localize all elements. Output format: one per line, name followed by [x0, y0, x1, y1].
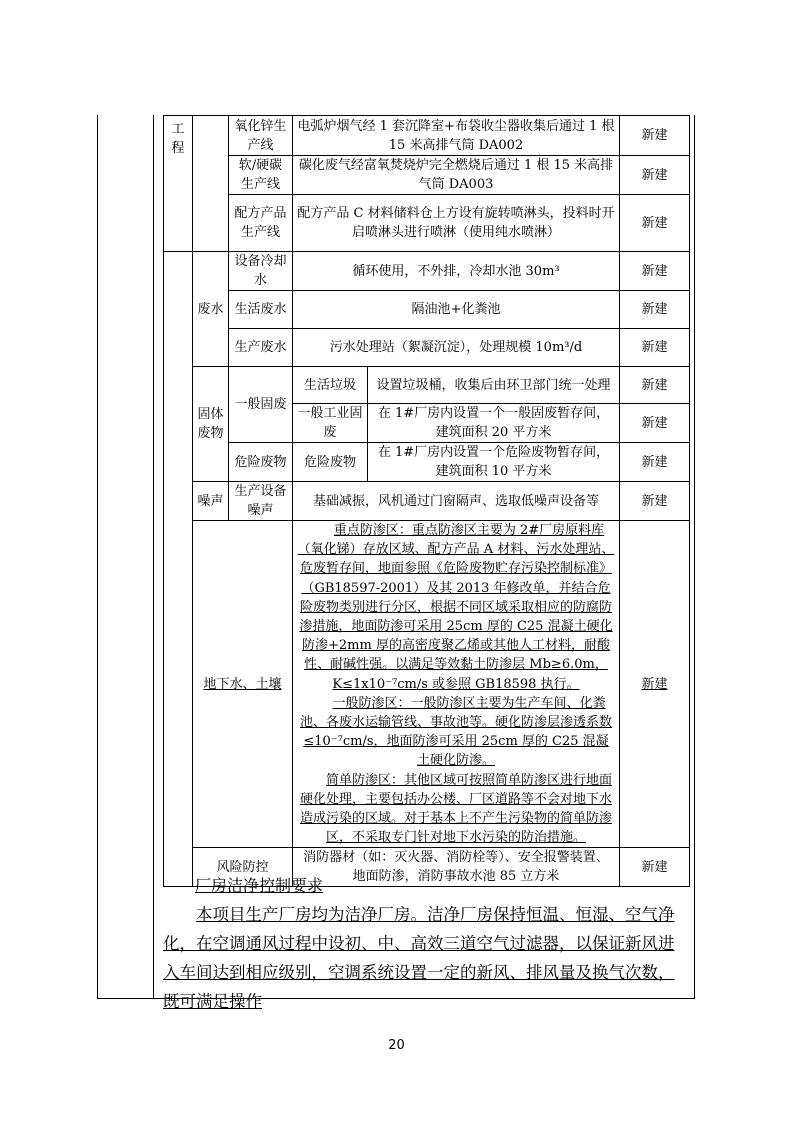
row-label: 危险废物 [229, 443, 293, 482]
section-heading: 厂房洁净控制要求 [195, 876, 324, 895]
category-solid-waste: 固体废物 [193, 367, 229, 482]
groundwater-measures [293, 521, 620, 848]
paragraph-text: 本项目生产厂房均为洁净厂房。洁净厂房保持恒温、恒湿、空气净化，在空调通风过程中设初、中、高效三道空气过滤器，以保证新风进入车间达到相应级别，空调系统设置一定的新风、排风量及换气次数，既可满足操作 [163, 905, 675, 1011]
category-engineering-cont [164, 252, 193, 887]
row-label: 生产设备噪声 [229, 482, 293, 521]
row-status: 新建 [620, 367, 690, 404]
row-status: 新建 [620, 252, 690, 291]
row-measure: 循环使用，不外排，冷却水池 30m³ [293, 252, 620, 291]
row-label: 生活废水 [229, 291, 293, 329]
measure-simple-zone: 简单防渗区：其他区域可按照简单防渗区进行地面硬化处理，主要包括办公楼、厂区道路等不会对地下水造成污染的区域。对于基本上不产生污染物的简单防渗区，不采取专门针对地下水污染的防治措施。 [299, 772, 612, 846]
category-gas-blank [193, 116, 229, 252]
row-measure: 基础减振，风机通过门窗隔声、选取低噪声设备等 [293, 482, 620, 521]
row-measure: 隔油池+化粪池 [293, 291, 620, 329]
row-status: 新建 [620, 848, 690, 887]
table-row [164, 195, 690, 252]
row-status: 新建 [620, 116, 690, 156]
table-row [164, 156, 690, 195]
row-measure: 消防器材（如：灭火器、消防栓等）、安全报警装置、地面防渗，消防事故水池 85 立方米 [293, 848, 620, 887]
table-row [164, 482, 690, 521]
category-wastewater: 废水 [193, 252, 229, 367]
row-label: 配方产品生产线 [229, 195, 293, 252]
row-sublabel: 危险废物 [293, 443, 368, 482]
table-row [164, 291, 690, 329]
table-row [164, 252, 690, 291]
row-sublabel: 生活垃圾 [293, 367, 368, 404]
body-paragraph [163, 900, 689, 1016]
table-row [164, 367, 690, 404]
row-label: 设备冷却水 [229, 252, 293, 291]
row-label: 风险防控 [193, 848, 293, 887]
row-label: 生产废水 [229, 329, 293, 367]
row-measure: 配方产品 C 材料储料仓上方设有旋转喷淋头，投料时开启喷淋头进行喷淋（使用纯水喷淋） [293, 195, 620, 252]
row-measure: 碳化废气经富氧焚烧炉完全燃烧后通过 1 根 15 米高排气筒 DA003 [293, 156, 620, 195]
table-row [164, 443, 690, 482]
page-number: 20 [388, 1038, 405, 1053]
table-row [164, 329, 690, 367]
row-status: 新建 [620, 521, 690, 848]
category-engineering: 工程 [164, 116, 193, 252]
measure-general-zone: 一般防渗区：一般防渗区主要为生产车间、化粪池、各废水运输管线、事故池等。硬化防渗层渗透系数≤10⁻⁷cm/s，地面防渗可采用 25cm 厚的 C25 混凝土硬化防渗。 [299, 695, 612, 769]
row-label: 一般固废 [229, 367, 293, 443]
row-sublabel: 一般工业固废 [293, 404, 368, 443]
frame-divider [153, 115, 154, 998]
row-status: 新建 [620, 156, 690, 195]
row-status: 新建 [620, 443, 690, 482]
row-measure: 在 1#厂房内设置一个危险废物暂存间，建筑面积 10 平方米 [368, 443, 620, 482]
row-measure: 污水处理站（絮凝沉淀），处理规模 10m³/d [293, 329, 620, 367]
row-status: 新建 [620, 195, 690, 252]
table-row [164, 521, 690, 848]
row-status: 新建 [620, 329, 690, 367]
row-measure: 设置垃圾桶，收集后由环卫部门统一处理 [368, 367, 620, 404]
row-label: 软/硬碳生产线 [229, 156, 293, 195]
row-status: 新建 [620, 482, 690, 521]
measure-key-zone: 重点防渗区：重点防渗区主要为 2#厂房原料库（氧化锑）存放区域、配方产品 A 材料、污水处理站、危废暂存间，地面参照《危险废物贮存污染控制标准》（GB18597-2001）及其 2013 年修改单，并结合危险废物类别进行分区，根据不同区域采取相应的防腐防渗措施，地面防渗可采用 25cm 厚的 C25 混凝土硬化防渗+2mm 厚的高密度聚乙烯或其他人工材料，耐酸性、耐碱性强。以满足等效黏土防渗层 Mb≥6.0m，K≤1x10⁻⁷cm/s 或参照 GB18598 执行。 [297, 523, 615, 692]
table-row [164, 116, 690, 156]
row-measure: 电弧炉烟气经 1 套沉降室+布袋收尘器收集后通过 1 根 15 米高排气筒 DA002 [293, 116, 620, 156]
row-label: 地下水、土壤 [193, 521, 293, 848]
measures-table [163, 115, 690, 887]
row-measure: 在 1#厂房内设置一个一般固废暂存间，建筑面积 20 平方米 [368, 404, 620, 443]
category-noise: 噪声 [193, 482, 229, 521]
row-status: 新建 [620, 291, 690, 329]
row-label: 氧化锌生产线 [229, 116, 293, 156]
row-status: 新建 [620, 404, 690, 443]
